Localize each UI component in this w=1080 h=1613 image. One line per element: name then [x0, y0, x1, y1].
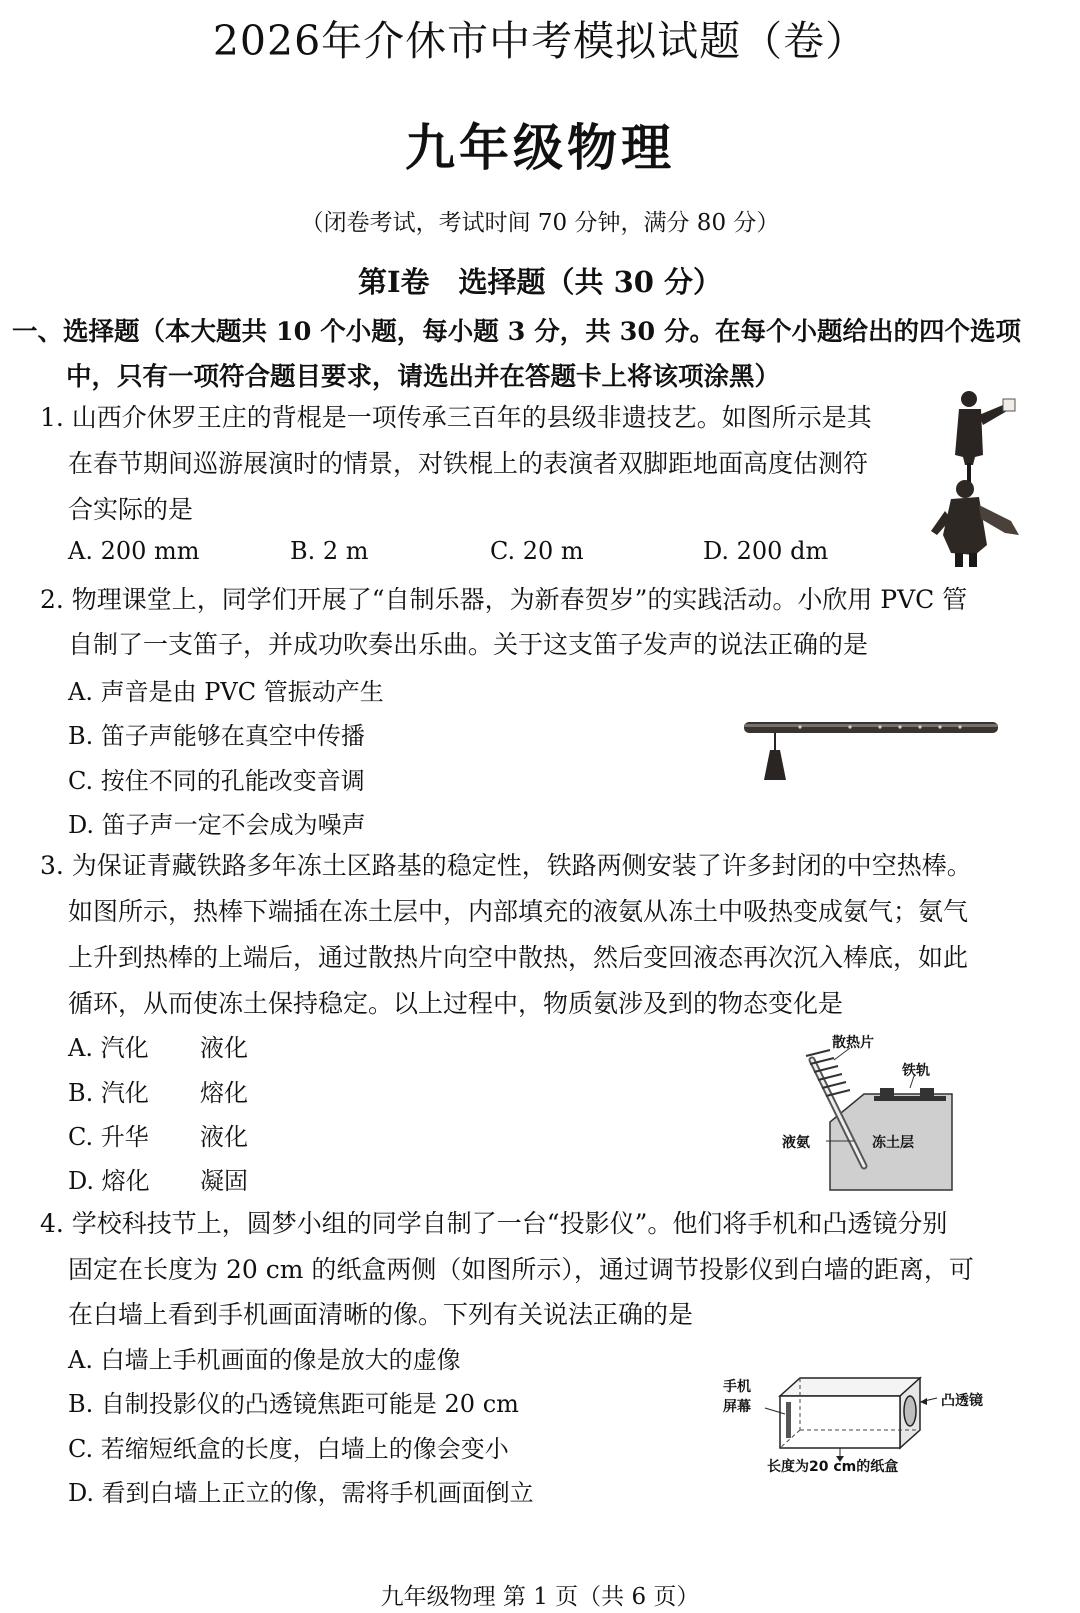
section-instruction-line1: 一、选择题（本大题共 10 个小题，每小题 3 分，共 30 分。在每个小题给出的四个选项	[12, 317, 1021, 347]
q3-option-c	[68, 1117, 248, 1152]
label-phone-2: 屏幕	[723, 1399, 751, 1415]
label-box: 长度为20 cm的纸盒	[767, 1459, 899, 1475]
q4-line1: 4. 学校科技节上，圆梦小组的同学自制了一台“投影仪”。他们将手机和凸透镜分别	[40, 1209, 948, 1238]
q4-option-b: B. 自制投影仪的凸透镜焦距可能是 20 cm	[68, 1390, 519, 1418]
q3-option-b-second: 熔化	[200, 1079, 248, 1107]
q2-option-a: A. 声音是由 PVC 管振动产生	[68, 678, 384, 706]
q3-option-a-second: 液化	[200, 1034, 248, 1062]
exam-info: （闭卷考试，考试时间 70 分钟，满分 80 分）	[300, 210, 780, 236]
label-fins: 散热片	[832, 1035, 874, 1051]
q1-option-a: A. 200 mm	[68, 537, 200, 565]
q3-option-b-first: B. 汽化	[68, 1079, 149, 1107]
label-ammonia: 液氨	[782, 1135, 810, 1151]
q3-line2: 如图所示，热棒下端插在冻土层中，内部填充的液氨从冻土中吸热变成氨气；氨气	[68, 897, 969, 926]
q2-option-b: B. 笛子声能够在真空中传播	[68, 722, 365, 750]
q3-option-d-first: D. 熔化	[68, 1167, 150, 1195]
projector-box-diagram	[715, 1368, 1015, 1478]
q3-line1: 3. 为保证青藏铁路多年冻土区路基的稳定性，铁路两侧安装了许多封闭的中空热棒。	[40, 851, 972, 880]
q4-option-a: A. 白墙上手机画面的像是放大的虚像	[68, 1346, 461, 1374]
q3-option-d-second: 凝固	[200, 1167, 248, 1195]
subject-title: 九年级物理	[405, 118, 675, 177]
q1-line2: 在春节期间巡游展演时的情景，对铁棍上的表演者双脚距地面高度估测符	[68, 449, 869, 478]
part-title: 第Ⅰ卷 选择题（共 30 分）	[357, 265, 723, 299]
page-footer: 九年级物理 第 1 页（共 6 页）	[380, 1584, 700, 1610]
q2-option-c: C. 按住不同的孔能改变音调	[68, 767, 365, 795]
label-phone-1: 手机	[723, 1379, 751, 1395]
q4-option-d: D. 看到白墙上正立的像，需将手机画面倒立	[68, 1479, 534, 1507]
q4-option-c: C. 若缩短纸盒的长度，白墙上的像会变小	[68, 1435, 509, 1463]
q3-option-a	[68, 1028, 248, 1063]
q1-line3: 合实际的是	[68, 495, 194, 524]
label-rail: 铁轨	[902, 1063, 930, 1079]
q3-option-b	[68, 1073, 248, 1108]
exam-title: 2026年介休市中考模拟试题（卷）	[212, 17, 868, 65]
q4-line3: 在白墙上看到手机画面清晰的像。下列有关说法正确的是	[68, 1300, 694, 1329]
q2-line2: 自制了一支笛子，并成功吹奏出乐曲。关于这支笛子发声的说法正确的是	[68, 630, 869, 659]
flute-illustration	[740, 712, 1005, 792]
q3-option-d	[68, 1161, 248, 1196]
q3-line4: 循环，从而使冻土保持稳定。以上过程中，物质氨涉及到的物态变化是	[68, 989, 844, 1018]
q4-line2: 固定在长度为 20 cm 的纸盒两侧（如图所示），通过调节投影仪到白墙的距离，可	[68, 1255, 974, 1284]
q1-option-c: C. 20 m	[490, 537, 584, 565]
performers-photo	[925, 385, 1025, 570]
q3-option-c-second: 液化	[200, 1123, 248, 1151]
q2-line1: 2. 物理课堂上，同学们开展了“自制乐器，为新春贺岁”的实践活动。小欣用 PVC 管	[40, 585, 968, 614]
q1-option-d: D. 200 dm	[703, 537, 829, 565]
section-instruction-line2: 中，只有一项符合题目要求，请选出并在答题卡上将该项涂黑）	[66, 362, 781, 392]
heat-pipe-diagram	[770, 1030, 960, 1195]
q1-line1: 1. 山西介休罗王庄的背棍是一项传承三百年的县级非遗技艺。如图所示是其	[40, 403, 872, 432]
q3-line3: 上升到热棒的上端后，通过散热片向空中散热，然后变回液态再次沉入棒底，如此	[68, 943, 969, 972]
q1-option-b: B. 2 m	[290, 537, 369, 565]
label-permafrost: 冻土层	[872, 1135, 914, 1151]
q3-option-a-first: A. 汽化	[68, 1034, 149, 1062]
label-lens: 凸透镜	[941, 1393, 983, 1409]
q3-option-c-first: C. 升华	[68, 1123, 149, 1151]
q2-option-d: D. 笛子声一定不会成为噪声	[68, 811, 366, 839]
